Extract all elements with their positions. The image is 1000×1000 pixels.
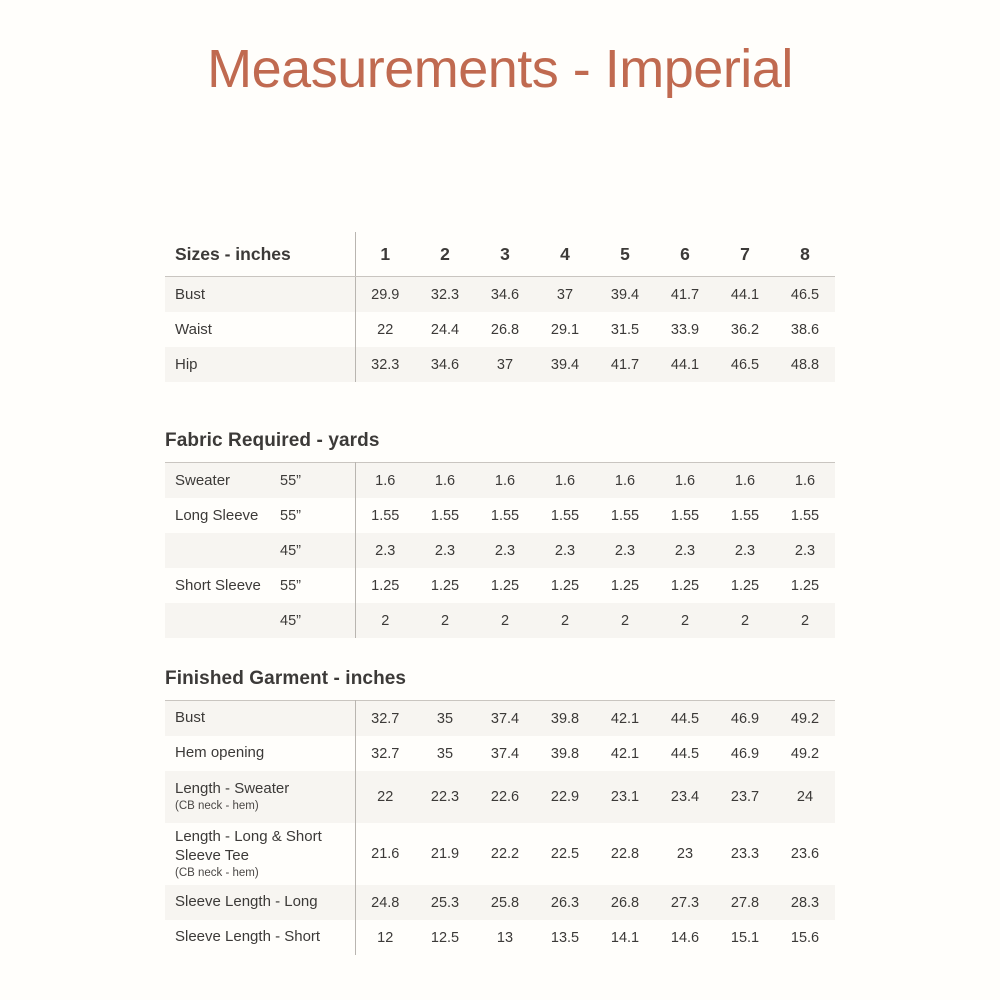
measurement-cell: 34.6 [475,277,535,313]
measurement-cell: 46.5 [775,277,835,313]
measurement-cell: 42.1 [610,745,640,762]
row-label [165,736,355,771]
size-column-header: 4 [535,232,595,277]
measurement-cell: 23.6 [790,846,820,862]
measurement-cell: 23.4 [655,771,715,823]
measurement-cell: 32.3 [355,347,415,382]
measurement-cell: 37 [475,347,535,382]
yardage-cell: 2 [415,603,475,638]
row-label-text: Sleeve Length - Short [175,928,321,946]
row-label-text: Length - Sweater [175,780,290,798]
yardage-cell: 1.6 [475,463,535,499]
page-title: Measurements - Imperial [207,39,793,99]
measurement-cell: 23 [676,846,694,862]
yardage-cell: 2.3 [355,533,415,568]
size-column-header: 7 [715,232,775,277]
yardage-cell: 2 [535,603,595,638]
section-finished [165,668,835,955]
yardage-cell: 2 [715,603,775,638]
table-row [165,920,835,955]
table-row [165,885,835,920]
table-row [165,603,835,638]
measurement-cell: 23.3 [730,846,760,862]
measurement-cell: 15.6 [790,929,820,946]
measurement-cell: 22.2 [490,846,520,862]
measurement-cell: 46.9 [730,745,760,762]
table-header-row [165,232,835,277]
yardage-cell: 1.55 [371,507,400,524]
measurement-cell: 28.3 [775,885,835,920]
fabric-width-label: 55” [280,568,355,603]
yardage-cell: 1.6 [715,463,775,499]
measurement-cell: 14.1 [610,929,640,946]
measurement-cell: 14.6 [670,929,700,946]
yardage-cell: 1.25 [610,577,640,594]
section-fabric [165,430,835,638]
yardage-cell: 1.25 [550,577,580,594]
yardage-cell: 1.25 [490,577,520,594]
measurement-cell: 46.5 [715,347,775,382]
yardage-cell: 2.3 [775,533,835,568]
measurement-cell: 23.7 [715,771,775,823]
measurement-cell: 22.6 [475,771,535,823]
table-row [165,347,835,382]
measurement-cell: 22 [355,771,415,823]
row-label-note: (CB neck - hem) [175,800,259,813]
row-label: Bust [165,277,355,313]
measurement-cell: 44.5 [670,745,700,762]
measurement-cell: 32.3 [415,277,475,313]
measurement-cell: 29.1 [550,321,580,338]
yardage-cell: 1.55 [550,507,580,524]
measurement-cell: 49.2 [775,701,835,737]
row-label-text: Sleeve Length - Long [175,893,318,911]
measurement-cell: 36.2 [730,321,760,338]
fabric-width-label: 55” [280,498,355,533]
yardage-cell: 2.3 [655,533,715,568]
yardage-cell: 2 [595,603,655,638]
measurement-cell: 46.9 [715,701,775,737]
row-label [165,771,355,823]
fabric-width-label: 45” [280,603,355,638]
section-sizes [165,232,835,382]
row-label [165,701,355,737]
yardage-cell: 1.6 [535,463,595,499]
row-label-text: Length - Long & Short Sleeve Tee [175,828,322,864]
row-label: Short Sleeve [175,577,261,594]
yardage-cell: 2.3 [535,533,595,568]
measurement-cell: 44.1 [715,277,775,313]
measurement-cell: 44.5 [655,701,715,737]
yardage-cell: 1.6 [355,463,415,499]
table-row [165,771,835,823]
measurement-cell: 32.7 [355,701,415,737]
table-row [165,701,835,737]
measurement-cell: 32.7 [371,745,400,762]
row-label [165,533,280,568]
yardage-cell: 1.25 [730,577,760,594]
measurement-cell: 39.4 [535,347,595,382]
yardage-cell: 1.55 [610,507,640,524]
measurement-cell: 48.8 [775,347,835,382]
measurement-cell: 26.3 [535,885,595,920]
measurement-cell: 21.9 [430,846,460,862]
yardage-cell: 1.55 [490,507,520,524]
table-row [165,568,835,603]
measurement-cell: 39.8 [550,745,580,762]
measurement-cell: 22.8 [610,846,640,862]
yardage-cell: 1.25 [790,577,820,594]
measurement-cell: 24.4 [430,321,460,338]
measurement-cell: 27.8 [715,885,775,920]
measurement-cell: 25.3 [415,885,475,920]
measurement-cell: 21.6 [371,846,400,862]
size-column-header: 2 [415,232,475,277]
fabric-width-label: 55” [280,463,355,499]
measurement-cell: 22 [377,321,394,338]
table-row [165,823,835,885]
yardage-cell: 2 [355,603,415,638]
yardage-cell: 1.6 [415,463,475,499]
row-label [165,885,355,920]
row-label: Sweater [165,463,280,499]
measurement-cell: 24 [775,771,835,823]
finished-table [165,700,835,955]
measurement-cell: 39.8 [535,701,595,737]
row-label [165,603,280,638]
yardage-cell: 2.3 [475,533,535,568]
yardage-cell: 2 [655,603,715,638]
measurement-cell: 31.5 [610,321,640,338]
table-row [165,312,835,347]
measurement-cell: 22.3 [415,771,475,823]
measurement-cell: 23.1 [595,771,655,823]
measurement-cell: 29.9 [355,277,415,313]
section-heading-finished: Finished Garment - inches [165,668,407,689]
measurement-cell: 34.6 [415,347,475,382]
measurement-cell: 41.7 [655,277,715,313]
measurement-cell: 35 [415,701,475,737]
yardage-cell: 1.55 [790,507,820,524]
table-row [165,736,835,771]
yardage-cell: 1.25 [430,577,460,594]
size-column-header: 5 [595,232,655,277]
yardage-cell: 2.3 [595,533,655,568]
row-label: Hip [165,347,355,382]
measurement-cell: 37 [535,277,595,313]
measurement-cell: 37.4 [475,701,535,737]
yardage-cell: 2 [775,603,835,638]
measurement-cell: 49.2 [790,745,820,762]
table-row [165,498,835,533]
yardage-cell: 1.55 [730,507,760,524]
yardage-cell: 1.6 [775,463,835,499]
measurement-cell: 33.9 [670,321,700,338]
row-label-note: (CB neck - hem) [175,866,259,879]
measurement-cell: 25.8 [475,885,535,920]
row-label [165,823,355,885]
measurement-cell: 44.1 [655,347,715,382]
measurement-cell: 35 [436,745,454,762]
measurement-cell: 38.6 [790,321,820,338]
row-label: Long Sleeve [175,507,259,524]
yardage-cell: 1.25 [670,577,700,594]
fabric-table [165,462,835,638]
size-column-header: 6 [655,232,715,277]
size-column-header: 8 [775,232,835,277]
yardage-cell: 1.55 [430,507,460,524]
table-row [165,533,835,568]
measurement-cell: 26.8 [490,321,520,338]
measurement-cell: 26.8 [595,885,655,920]
row-label-text: Bust [175,709,206,727]
row-label-text: Hem opening [175,744,265,762]
measurement-cell: 24.8 [355,885,415,920]
section-heading-fabric: Fabric Required - yards [165,430,380,451]
size-column-header: 3 [475,232,535,277]
measurement-cell: 22.5 [550,846,580,862]
measurement-cell: 27.3 [655,885,715,920]
measurement-cell: 41.7 [595,347,655,382]
table-row [165,463,835,499]
row-label [165,920,355,955]
yardage-cell: 1.55 [670,507,700,524]
yardage-cell: 1.25 [371,577,400,594]
yardage-cell: 2 [475,603,535,638]
row-label: Waist [165,312,355,347]
sizes-table [165,232,835,382]
measurement-cell: 13 [496,929,514,946]
measurement-cell: 42.1 [595,701,655,737]
measurement-cell: 37.4 [490,745,520,762]
size-column-header: 1 [355,232,415,277]
measurement-cell: 12 [377,929,394,946]
table-row [165,277,835,313]
yardage-cell: 2.3 [415,533,475,568]
measurement-cell: 39.4 [595,277,655,313]
yardage-cell: 2.3 [715,533,775,568]
measurement-cell: 13.5 [550,929,580,946]
section-heading-sizes: Sizes - inches [165,232,355,277]
fabric-width-label: 45” [280,533,355,568]
measurement-cell: 15.1 [730,929,760,946]
measurement-cell: 12.5 [430,929,460,946]
measurement-cell: 22.9 [535,771,595,823]
yardage-cell: 1.6 [655,463,715,499]
yardage-cell: 1.6 [595,463,655,499]
